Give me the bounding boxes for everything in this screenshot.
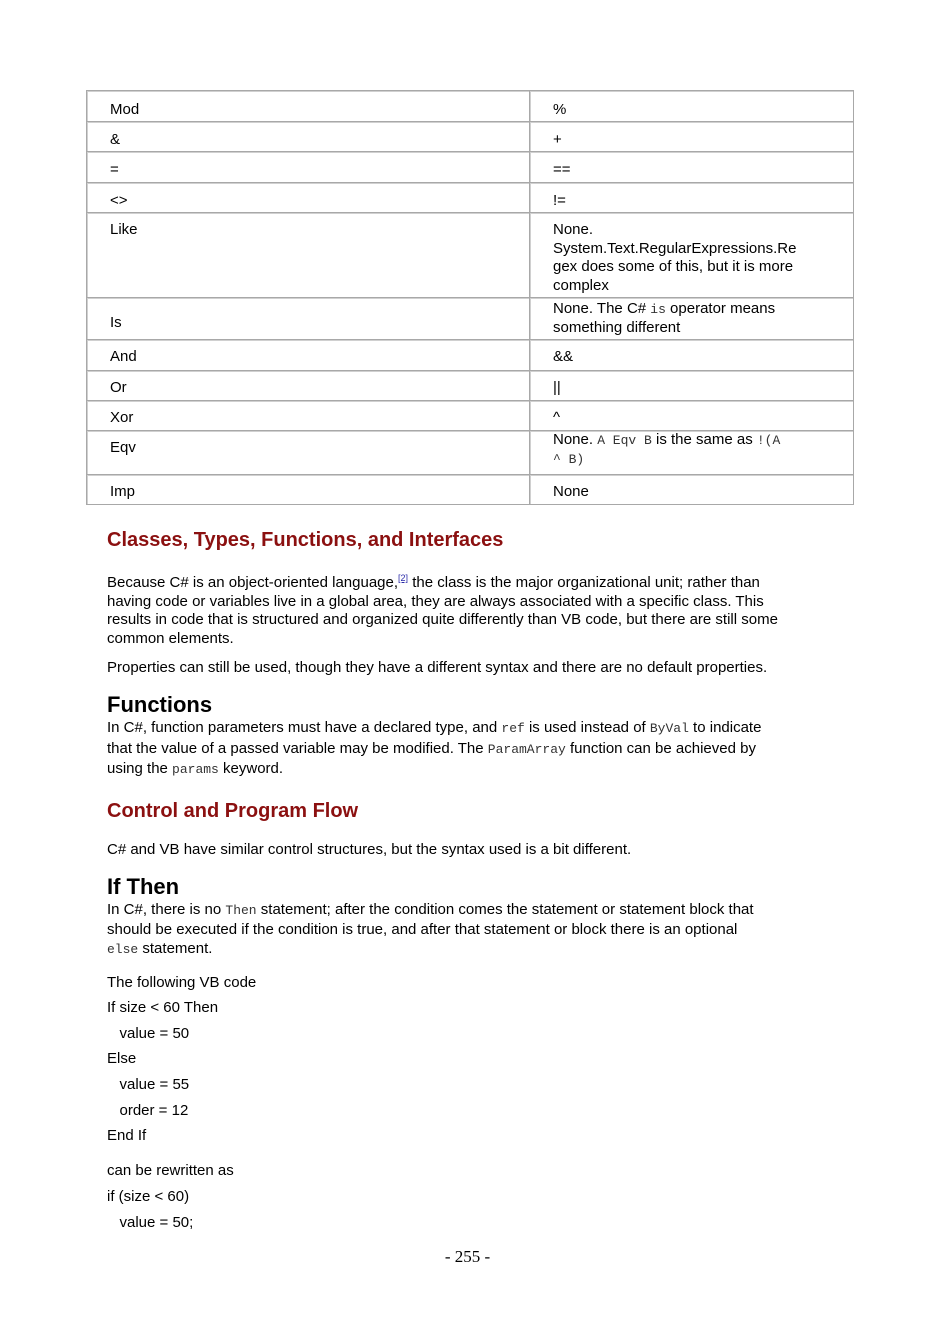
cs-operator: || <box>553 379 561 396</box>
cs-description-line: None. <box>553 221 594 238</box>
vb-operator: = <box>110 161 119 178</box>
paragraph-line: having code or variables live in a global area, they are always associated with a specific class. This <box>107 592 764 610</box>
cs-operator: == <box>553 161 571 178</box>
table-row <box>87 298 854 340</box>
paragraph-line: results in code that is structured and organized quite differently than VB code, but there are still some <box>107 611 778 628</box>
table-row <box>87 475 854 505</box>
vb-code-line: order = 12 <box>107 1102 189 1119</box>
cs-description-line: gex does some of this, but it is more <box>553 258 794 275</box>
paragraph-properties: Properties can still be used, though they have a different syntax and there are no default properties. <box>107 659 768 676</box>
cs-operator: ^ <box>553 409 561 426</box>
vb-operator: Imp <box>110 483 136 500</box>
table-row <box>87 152 854 183</box>
paragraph-line: using the params keyword. <box>107 760 284 777</box>
section-heading-control-flow: Control and Program Flow <box>107 800 359 822</box>
inline-code: A Eqv B <box>597 433 652 448</box>
section-heading-if-then: If Then <box>107 874 180 899</box>
paragraph-line: common elements. <box>107 629 234 647</box>
vb-code-line: End If <box>107 1127 147 1144</box>
paragraph-classes <box>107 569 827 648</box>
table-row <box>87 213 854 298</box>
cs-code-line: value = 50; <box>107 1214 194 1231</box>
inline-code: Then <box>225 903 257 918</box>
cs-description-line: None. A Eqv B is the same as !(A <box>553 431 781 448</box>
inline-code: ParamArray <box>487 741 566 757</box>
paragraph-vb-intro: The following VB code <box>107 974 257 991</box>
inline-code: !(A <box>756 433 781 448</box>
paragraph-line: should be executed if the condition is true, and after that statement or block there is an optional <box>107 921 738 938</box>
cs-operator: % <box>553 101 567 118</box>
table-row <box>87 183 854 213</box>
cs-operator: && <box>553 348 574 365</box>
inline-code: ByVal <box>649 721 689 736</box>
paragraph-line: In C#, function parameters must have a declared type, and ref is used instead of ByVal to indicate <box>107 719 762 736</box>
table-row <box>87 340 854 371</box>
section-heading-functions: Functions <box>107 692 213 717</box>
paragraph-functions <box>107 718 827 780</box>
cs-description-line: complex <box>553 276 609 294</box>
vb-operator: Is <box>110 314 122 331</box>
table-row <box>87 431 854 475</box>
vb-operator: & <box>110 131 121 148</box>
paragraph-line: else statement. <box>107 940 213 957</box>
paragraph-control-flow: C# and VB have similar control structures, but the syntax used is a bit different. <box>107 841 632 858</box>
cs-description-line: None. The C# is operator means <box>553 300 776 317</box>
vb-operator: <> <box>110 192 128 209</box>
inline-code: params <box>172 762 219 777</box>
vb-operator: Like <box>110 221 138 238</box>
paragraph-line: In C#, there is no Then statement; after the condition comes the statement or statement block that <box>107 901 754 918</box>
cs-operator: != <box>553 192 566 209</box>
vb-code-line: value = 55 <box>107 1076 190 1093</box>
table-row <box>87 91 854 122</box>
vb-code-line: value = 50 <box>107 1025 190 1042</box>
table-row <box>87 371 854 401</box>
paragraph-line: that the value of a passed variable may be modified. The ParamArray function can be achieved by <box>107 739 756 757</box>
inline-code: else <box>107 942 139 957</box>
footnote-link[interactable]: [2] <box>398 573 409 583</box>
paragraph-if-then <box>107 900 827 959</box>
cs-operator: + <box>553 131 562 148</box>
cs-description-line: something different <box>553 319 681 336</box>
vb-operator: Eqv <box>110 439 136 456</box>
inline-code: ^ B) <box>553 452 585 467</box>
inline-code: ref <box>501 721 525 736</box>
cs-description-line: System.Text.RegularExpressions.Re <box>553 239 797 257</box>
vb-operator: Xor <box>110 409 134 426</box>
vb-code-line: Else <box>107 1050 137 1067</box>
vb-operator: And <box>110 348 137 365</box>
page-number: - 255 - <box>444 1247 491 1266</box>
cs-operator: None <box>553 483 589 500</box>
cs-code-line: if (size < 60) <box>107 1188 190 1205</box>
vb-code-line: If size < 60 Then <box>107 999 219 1016</box>
vb-operator: Or <box>110 379 127 396</box>
table-row <box>87 401 854 431</box>
paragraph-line: Because C# is an object-oriented language,[2] the class is the major organizational unit; rather than <box>107 573 760 591</box>
operator-comparison-table <box>86 90 854 505</box>
paragraph-rewrite: can be rewritten as <box>107 1162 234 1179</box>
table-row <box>87 122 854 152</box>
vb-operator: Mod <box>110 101 140 118</box>
inline-code: is <box>650 302 666 317</box>
section-heading-classes: Classes, Types, Functions, and Interfaces <box>107 529 504 551</box>
